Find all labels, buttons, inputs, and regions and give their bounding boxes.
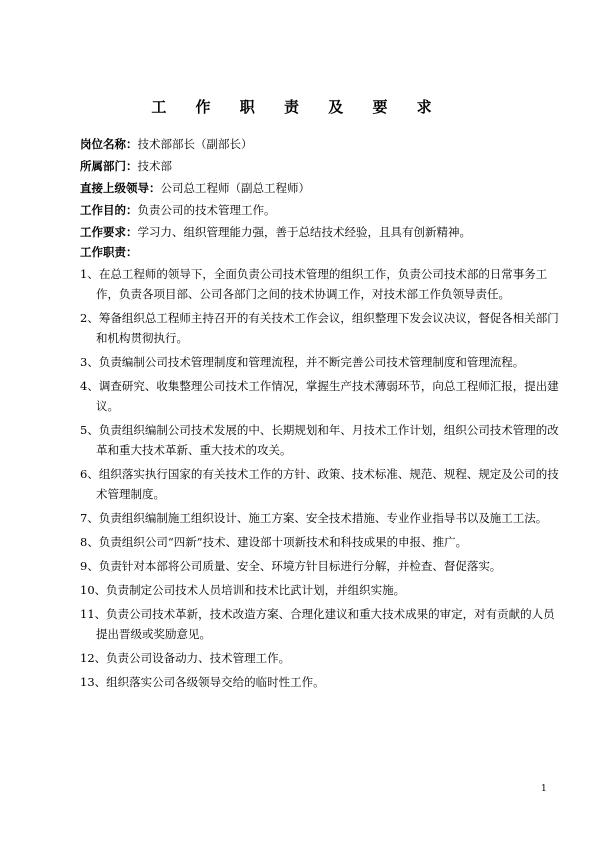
- duty-item-9: 9、负责针对本部将公司质量、安全、环境方针目标进行分解，并检查、督促落实。: [80, 559, 502, 573]
- duties-list: [80, 264, 560, 696]
- duty-item-1: 1、在总工程师的领导下，全面负责公司技术管理的组织工作，负责公司技术部的日常事务工作，负责各项目部、公司各部门之间的技术协调工作，对技术部工作负领导责任。: [80, 267, 548, 301]
- field-value: 公司总工程师（副总工程师）: [160, 181, 310, 195]
- duty-item-4: 4、调查研究、收集整理公司技术工作情况，掌握生产技术薄弱环节，向总工程师汇报，提出建议。: [80, 379, 559, 413]
- duty-item-12: 12、负责公司设备动力、技术管理工作。: [80, 651, 291, 665]
- field-work-requirements: [80, 223, 550, 241]
- field-position-name: [80, 135, 550, 153]
- field-label: 工作职责：: [80, 245, 138, 259]
- field-value: 技术部: [137, 159, 172, 173]
- duty-item-11: 11、负责公司技术革新，技术改造方案、合理化建议和重大技术成果的审定，对有贡献的人员提出晋级或奖励意见。: [80, 607, 555, 641]
- duty-item-5: 5、负责组织编制公司技术发展的中、长期规划和年、月技术工作计划，组织公司技术管理的改革和重大技术革新、重大技术的攻关。: [80, 423, 559, 457]
- document-title: 工 作 职 责 及 要 求: [151, 98, 444, 116]
- duty-item-8: 8、负责组织公司“四新”技术、建设部十项新技术和科技成果的申报、推广。: [80, 535, 468, 549]
- duty-item-6: 6、组织落实执行国家的有关技术工作的方针、政策、技术标准、规范、规程、规定及公司的技术管理制度。: [80, 467, 559, 501]
- field-label: 直接上级领导：: [80, 181, 161, 195]
- duty-item-3: 3、负责编制公司技术管理制度和管理流程，并不断完善公司技术管理制度和管理流程。: [80, 355, 525, 369]
- field-label: 所属部门：: [80, 159, 138, 173]
- field-value: 负责公司的技术管理工作。: [137, 203, 276, 217]
- field-department: [80, 157, 550, 175]
- field-work-duties: [80, 243, 550, 261]
- field-label: 工作要求：: [80, 225, 138, 239]
- duty-item-2: 2、筹备组织总工程师主持召开的有关技术工作会议，组织整理下发会议决议，督促各相关部门和机构贯彻执行。: [80, 311, 559, 345]
- field-label: 岗位名称：: [80, 137, 138, 151]
- duty-item-13: 13、组织落实公司各级领导交给的临时性工作。: [80, 675, 325, 689]
- field-label: 工作目的：: [80, 203, 138, 217]
- duty-item-7: 7、负责组织编制施工组织设计、施工方案、安全技术措施、专业作业指导书以及施工工法。: [80, 511, 548, 525]
- field-direct-superior: [80, 179, 550, 197]
- field-value: 技术部部长（副部长）: [137, 137, 253, 151]
- field-value: 学习力、组织管理能力强，善于总结技术经验，且具有创新精神。: [137, 225, 471, 239]
- page-number: 1: [541, 784, 547, 794]
- field-work-purpose: [80, 201, 550, 219]
- duty-item-10: 10、负责制定公司技术人员培训和技术比武计划，并组织实施。: [80, 583, 406, 597]
